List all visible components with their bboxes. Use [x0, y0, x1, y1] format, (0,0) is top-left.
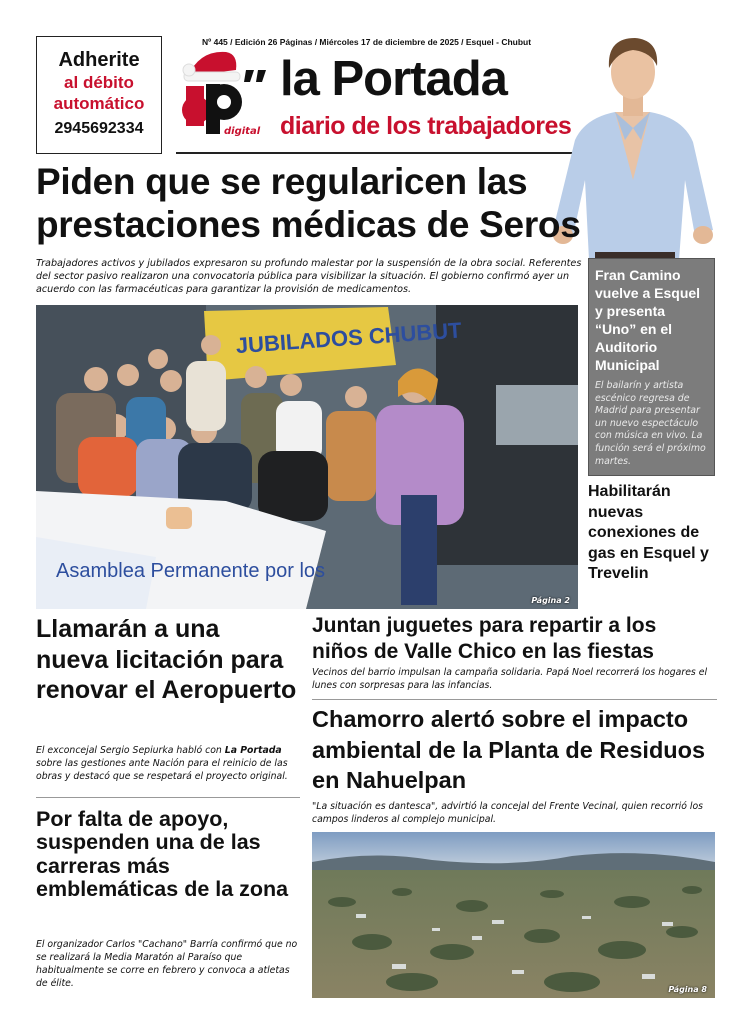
protest-scene-illustration — [36, 305, 578, 609]
fran-camino-body: El bailarín y artista escénico regresa de Madrid para presentar un nuevo espectáculo con música en vivo. La función será el próximo martes. — [595, 380, 706, 467]
ad-phone: 2945692334 — [54, 120, 144, 137]
edition-line: Nº 445 / Edición 26 Páginas / Miércoles 17 de diciembre de 2025 / Esquel - Chubut — [202, 37, 532, 47]
chamorro-headline[interactable]: Chamorro alertó sobre el impacto ambiental de la Planta de Residuos en Nahuelpan — [312, 706, 706, 793]
newspaper-logo-icon — [180, 46, 272, 138]
airport-lede-a: El exconcejal Sergio Sepiurka habló con — [36, 745, 225, 756]
gas-headline[interactable]: Habilitarán nuevas conexiones de gas en Esquel y Trevelin — [588, 483, 709, 583]
retirees-protest-photo[interactable] — [36, 305, 578, 609]
logo-small-text: digital — [224, 126, 261, 137]
airport-lede — [36, 744, 298, 783]
ad-line-1: Adherite — [58, 49, 140, 71]
toys-lede: Vecinos del barrio impulsan la campaña solidaria. Papá Noel recorrerá los hogares el lunes con sorpresas para las infancias. — [312, 667, 708, 691]
main-lede: Trabajadores activos y jubilados expresaron su profundo malestar por la suspensión de la obra social. Referentes del sector pasivo realizaron una convocatoria pública para visibilizar la situación. El gobierno confirmó ayer un acuerdo con las farmacéuticas para garantizar la provisión de medicamentos. — [36, 258, 582, 295]
page-ref-8: Página 8 — [668, 985, 707, 994]
right-column-divider — [312, 699, 717, 700]
chamorro-lede: "La situación es dantesca", advirtió la concejal del Frente Vecinal, quien recorrió los campos linderos al complejo municipal. — [312, 801, 704, 825]
main-headline[interactable]: Piden que se regularicen las prestaciones médicas de Seros — [36, 161, 581, 245]
airport-lede-b: sobre las gestiones ante Nación para el reinicio de las obras y destacó que se respetará el proyecto original. — [36, 758, 288, 782]
fran-camino-headline: Fran Camino vuelve a Esquel y presenta “Uno” en el Auditorio Municipal — [595, 267, 701, 373]
debit-ad-box[interactable] — [36, 36, 162, 154]
masthead-divider — [176, 152, 574, 154]
ad-line-2: al débito — [64, 73, 134, 92]
newspaper-subtitle: diario de los trabajadores — [280, 112, 572, 140]
ad-line-3: automático — [53, 94, 145, 113]
airport-headline[interactable]: Llamarán a una nueva licitación para renovar el Aeropuerto — [36, 615, 297, 704]
race-headline[interactable]: Por falta de apoyo, suspenden una de las carreras más emblemáticas de la zona — [36, 807, 289, 902]
left-column-divider — [36, 797, 300, 798]
airport-lede-bold: La Portada — [224, 745, 282, 756]
banner-text: JUBILADOS CHUBUT — [235, 317, 463, 359]
toys-headline[interactable]: Juntan juguetes para repartir a los niños de Valle Chico en las fiestas — [312, 614, 657, 663]
race-lede: El organizador Carlos "Cachano" Barría confirmó que no se realizará la Media Maratón al Paraíso que habitualmente se corre en febrero y convoca a atletas de élite. — [36, 939, 298, 989]
fran-camino-box[interactable] — [588, 258, 715, 476]
field-scene-illustration — [312, 832, 715, 998]
table-banner-text: Asamblea Permanente por los — [56, 560, 326, 582]
page-ref-2: Página 2 — [531, 596, 570, 605]
newspaper-title: la Portada — [280, 52, 507, 106]
landfill-field-photo[interactable] — [312, 832, 715, 998]
